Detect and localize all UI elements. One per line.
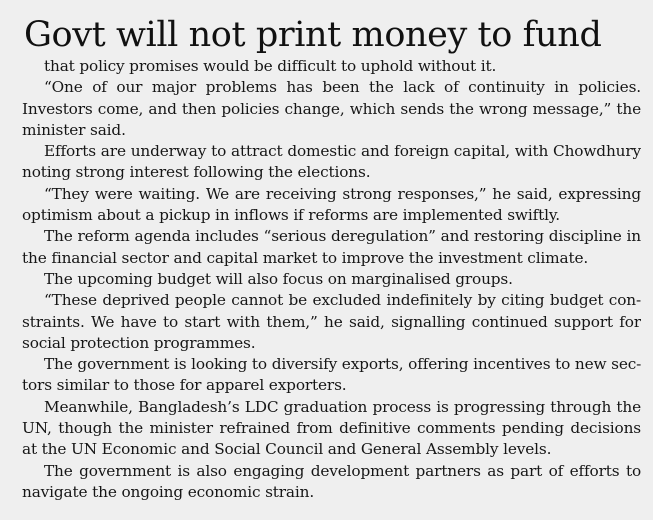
article-text-line: “They were waiting. We are receiving strong responses,” he said, expressing <box>44 184 641 203</box>
article-text-line: social protection programmes. <box>22 333 256 352</box>
article-text-line: tors similar to those for apparel exporters. <box>22 376 347 395</box>
article-text-line: Efforts are underway to attract domestic and foreign capital, with Chowdhury <box>44 142 641 161</box>
article-text-line: straints. We have to start with them,” he said, signalling continued support for <box>22 312 641 331</box>
article-text-line: Meanwhile, Bangladesh’s LDC graduation process is progressing through the <box>44 397 641 416</box>
article-body <box>22 56 641 503</box>
article-text-line: the financial sector and capital market to improve the investment climate. <box>22 248 589 267</box>
article-text-line: The upcoming budget will also focus on marginalised groups. <box>44 269 513 288</box>
article-text-line: noting strong interest following the elections. <box>22 163 371 182</box>
article-text-line: navigate the ongoing economic strain. <box>22 482 315 501</box>
article-headline: Govt will not print money to fund <box>24 15 602 55</box>
article-text-line: optimism about a pickup in inflows if reforms are implemented swiftly. <box>22 206 561 225</box>
article-text-line: The reform agenda includes “serious deregulation” and restoring discipline in <box>44 227 641 246</box>
article-text-line: minister said. <box>22 120 126 139</box>
article-text-line: The government is looking to diversify exports, offering incentives to new sec- <box>44 355 641 374</box>
article-text-line: at the UN Economic and Social Council and General Assembly levels. <box>22 440 552 459</box>
article-text-line: Investors come, and then policies change, which sends the wrong message,” the <box>22 99 641 118</box>
article-text-line: “One of our major problems has been the lack of continuity in policies. <box>44 78 641 97</box>
article-text-line: that policy promises would be difficult to uphold without it. <box>44 57 497 75</box>
article-text-line: “These deprived people cannot be excluded indefinitely by citing budget con- <box>44 291 641 310</box>
article-text-line: UN, though the minister refrained from definitive comments pending decisions <box>22 419 641 438</box>
article-text-line: The government is also engaging development partners as part of efforts to <box>44 461 641 480</box>
